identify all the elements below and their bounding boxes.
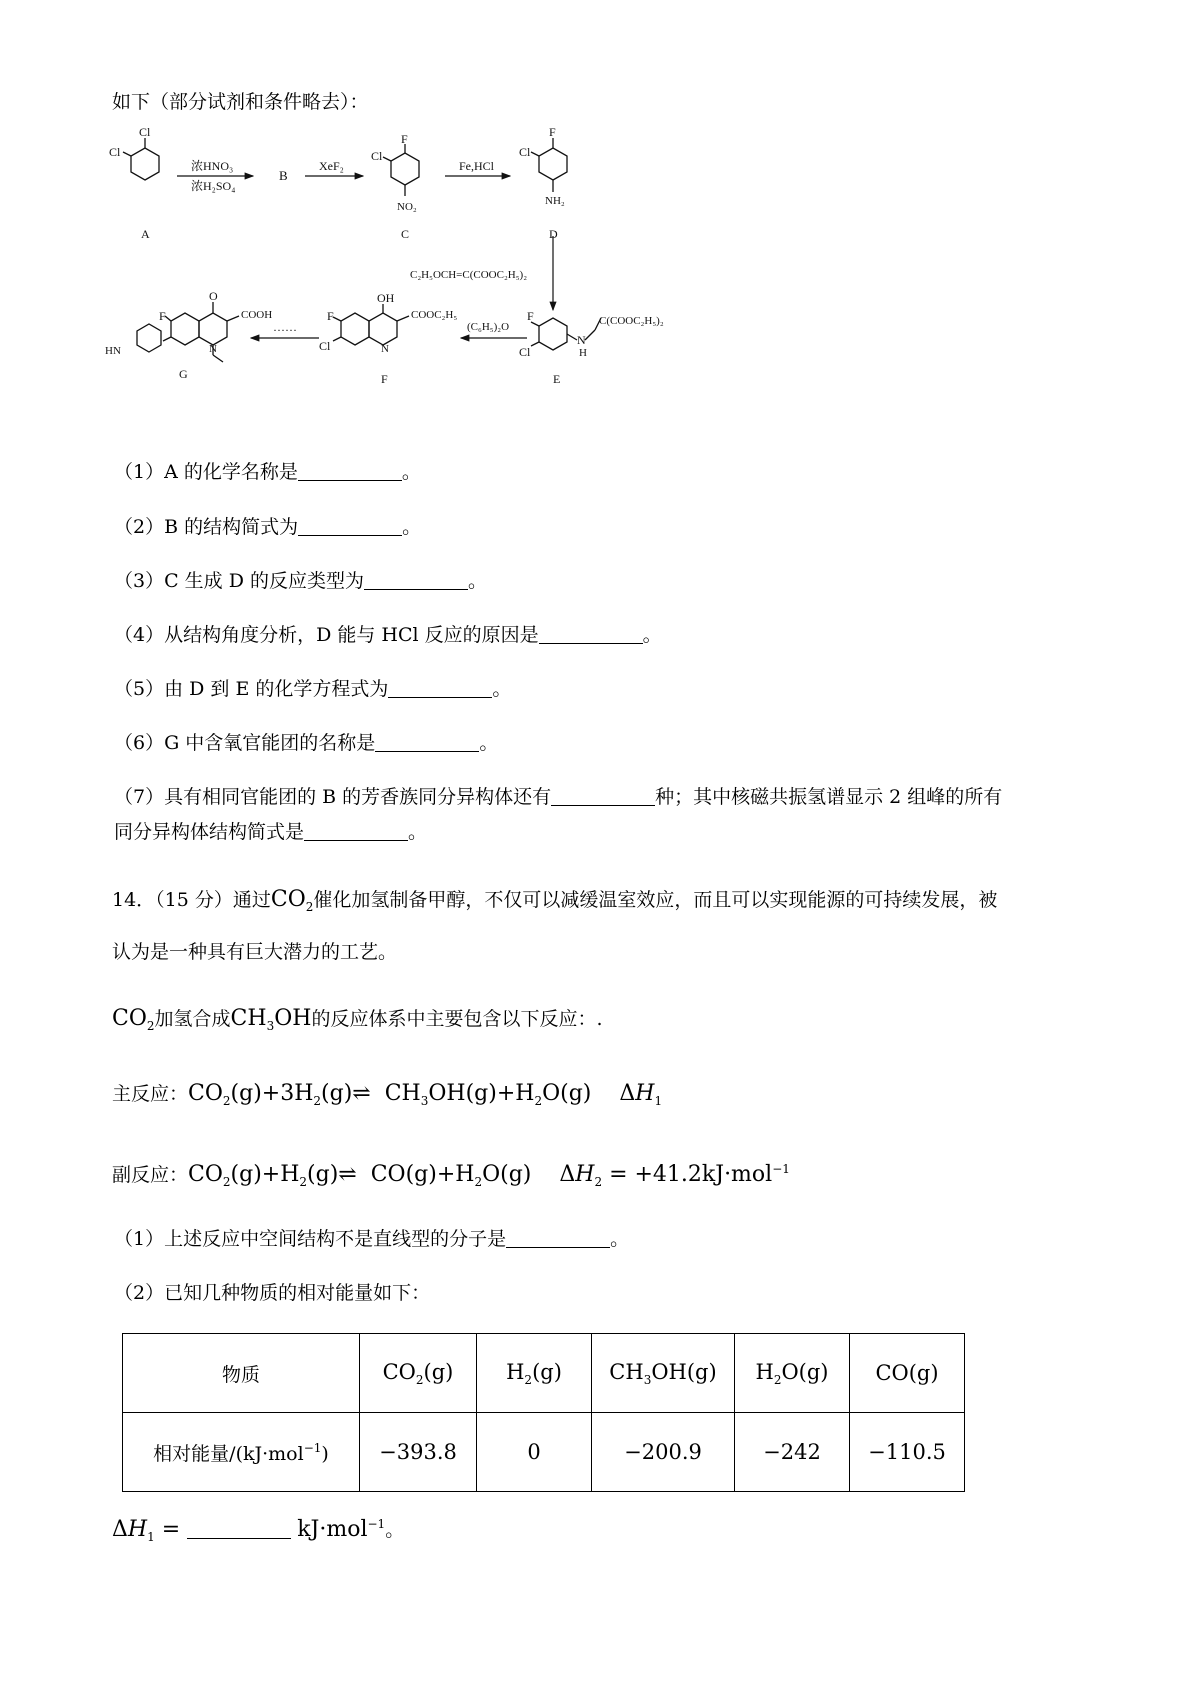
atom-label: Cl — [519, 345, 531, 359]
reagent-3: Fe,HCl — [459, 159, 495, 173]
piperazine-ring — [137, 324, 161, 352]
atom-label: F — [159, 309, 166, 323]
table-cell-ch3oh: −200.9 — [592, 1413, 735, 1492]
q13-item-7 — [114, 783, 1002, 811]
q13-7b-end: 。 — [408, 821, 428, 843]
answer-blank[interactable] — [539, 623, 643, 644]
ring-F-pyridine — [369, 313, 397, 345]
dh1-symbol: $\Delta H_1$ = — [112, 1517, 188, 1544]
atom-label: F — [327, 309, 334, 323]
group-label: C(COOC₂H₅)₂ — [599, 315, 664, 327]
table-row-label: 相对能量/(kJ·mol$^{-1}$) — [123, 1413, 360, 1492]
table-header-substance: 物质 — [123, 1334, 360, 1413]
answer-blank[interactable] — [388, 677, 492, 698]
reagent-1-top: 浓HNO₃ — [191, 159, 234, 173]
side-reaction-label: 副反应： — [112, 1164, 189, 1186]
q14-sub-2: （2）已知几种物质的相对能量如下： — [114, 1282, 431, 1304]
dh1-end: 。 — [385, 1519, 405, 1541]
q13-7-middle: 种；其中核磁共振氢谱显示 2 组峰的所有 — [655, 786, 1003, 808]
formula-co2: $CO_2$ — [270, 887, 314, 914]
formula-co2: $CO_2$ — [112, 1006, 155, 1033]
q13-3-end: 。 — [467, 570, 487, 592]
ring-E — [539, 318, 567, 350]
q13-item-7-cont — [114, 818, 427, 846]
q13-4-text: （4）从结构角度分析，D 能与 HCl 反应的原因是 — [114, 624, 539, 646]
dh2-value: +41.2kJ·mol — [634, 1162, 773, 1187]
ring-G-benzo — [171, 313, 199, 345]
q13-item-2 — [114, 513, 421, 541]
table-cell-co: −110.5 — [850, 1413, 965, 1492]
table-row — [123, 1334, 965, 1413]
ring-A — [131, 148, 159, 180]
answer-blank[interactable] — [187, 1518, 291, 1539]
atom-label: Cl — [109, 145, 121, 159]
atom-label: Cl — [319, 339, 331, 353]
relative-energy-table — [122, 1333, 965, 1492]
row-unit: kJ·mol — [243, 1442, 304, 1465]
q13-1-text: （1）A 的化学名称是 — [114, 461, 298, 483]
group-label: COOH — [241, 309, 273, 321]
q13-4-end: 。 — [642, 624, 662, 646]
ring-F-benzo — [341, 313, 369, 345]
label-C: C — [401, 227, 410, 241]
ring-G-pyridone — [199, 313, 227, 345]
atom-label: OH — [377, 291, 395, 305]
q14-number: 14．（15 分）通过 — [112, 889, 271, 911]
label-E: E — [553, 372, 561, 386]
table-cell-h2o: −242 — [735, 1413, 850, 1492]
scheme-intro: 如下（部分试剂和条件略去）： — [112, 91, 369, 113]
label-B: B — [279, 168, 288, 183]
side-reaction: 副反应：$CO_2(g)+H_2(g)\rightleftharpoons$ $CO(g)+H_2O(g)$ $\Delta H_2 = +41.2kJ\cdot mol^{-1}$ — [112, 1162, 790, 1189]
q13-5-end: 。 — [492, 678, 512, 700]
table-row — [123, 1413, 965, 1492]
q14-intro-text: 催化加氢制备甲醇，不仅可以减缓温室效应，而且可以实现能源的可持续发展，被 — [313, 889, 998, 911]
q13-6-end: 。 — [479, 732, 499, 754]
dh1-unit: kJ·mol — [297, 1517, 368, 1542]
answer-blank[interactable] — [506, 1227, 610, 1248]
q14-sub-1 — [114, 1225, 629, 1253]
dh1-answer-line: $\Delta H_1 = kJ\cdot mol^{-1}$。 — [112, 1517, 405, 1544]
main-reaction-equation: $CO_2(g)+3H_2(g)\rightleftharpoons$ $CH_3OH(g)+H_2O(g)$ $\Delta H_1$ — [188, 1081, 663, 1108]
atom-label: N — [577, 333, 586, 347]
q13-7b-text: 同分异构体结构简式是 — [114, 821, 305, 843]
q13-2-text: （2）B 的结构简式为 — [114, 516, 299, 538]
reagent-1-bottom: 浓H₂SO₄ — [191, 179, 236, 193]
q13-7-text: （7）具有相同官能团的 B 的芳香族同分异构体还有 — [114, 786, 552, 808]
answer-blank[interactable] — [304, 820, 408, 841]
atom-label: N — [209, 343, 217, 355]
q13-3-text: （3）C 生成 D 的反应类型为 — [114, 570, 364, 592]
table-header-co2: $CO_2(g)$ — [360, 1334, 477, 1413]
main-reaction — [112, 1080, 662, 1115]
table-header-h2: $H_2(g)$ — [477, 1334, 592, 1413]
atom-label: O — [209, 289, 218, 303]
ring-C — [391, 153, 419, 185]
q13-item-4 — [114, 621, 662, 649]
main-reaction-label: 主反应： — [112, 1083, 189, 1105]
group-label: COOC₂H₅ — [411, 309, 458, 321]
table-cell-co2: −393.8 — [360, 1413, 477, 1492]
q13-item-6 — [114, 729, 498, 757]
answer-blank[interactable] — [298, 460, 402, 481]
q14-system-mid: 加氢合成 — [154, 1008, 231, 1030]
reagent-4: C₂H₅OCH=C(COOC₂H₅)₂ — [410, 269, 528, 281]
q14-1-end: 。 — [610, 1228, 630, 1250]
side-reaction-equation: $CO_2(g)+H_2(g)\rightleftharpoons$ $CO(g)+H_2O(g)$ $\Delta H_2$ = — [188, 1162, 635, 1189]
q13-item-5 — [114, 675, 511, 703]
q13-1-end: 。 — [401, 461, 421, 483]
q14-1-text: （1）上述反应中空间结构不是直线型的分子是 — [114, 1228, 507, 1250]
q13-6-text: （6）G 中含氧官能团的名称是 — [114, 732, 376, 754]
q13-5-text: （5）由 D 到 E 的化学方程式为 — [114, 678, 389, 700]
atom-label: F — [549, 125, 556, 139]
q13-item-3 — [114, 567, 487, 595]
atom-label: Cl — [371, 149, 383, 163]
atom-label: HN — [105, 345, 121, 357]
table-header-co: CO(g) — [850, 1334, 965, 1413]
table-header-ch3oh: $CH_3OH(g)$ — [592, 1334, 735, 1413]
label-D: D — [549, 227, 558, 241]
answer-blank[interactable] — [551, 785, 655, 806]
reagent-5: (C₆H₅)₂O — [467, 321, 510, 333]
answer-blank[interactable] — [298, 515, 402, 536]
label-A: A — [141, 227, 150, 241]
ring-D — [539, 148, 567, 180]
atom-label: F — [527, 309, 534, 323]
atom-label: N — [381, 343, 389, 355]
table-cell-h2: 0 — [477, 1413, 592, 1492]
atom-label: H — [579, 347, 587, 359]
label-F: F — [381, 372, 388, 386]
atom-label: F — [401, 132, 408, 146]
reagent-6: ······ — [273, 323, 297, 337]
q14-intro — [112, 886, 997, 921]
table-header-h2o: $H_2O(g)$ — [735, 1334, 850, 1413]
answer-blank[interactable] — [375, 731, 479, 752]
q13-2-end: 。 — [402, 516, 422, 538]
answer-blank[interactable] — [364, 569, 468, 590]
atom-label: NO₂ — [397, 201, 417, 213]
q14-system — [112, 1005, 602, 1040]
atom-label: NH₂ — [545, 195, 565, 207]
q14-system-end: 的反应体系中主要包含以下反应：. — [311, 1008, 603, 1030]
q13-item-1 — [114, 458, 421, 486]
formula-ch3oh: $CH_3OH$ — [230, 1006, 312, 1033]
atom-label: Cl — [519, 145, 531, 159]
label-G: G — [179, 367, 188, 381]
row-label-text: 相对能量 — [153, 1442, 230, 1465]
q14-intro-line2: 认为是一种具有巨大潜力的工艺。 — [112, 941, 398, 963]
atom-label: Cl — [139, 125, 151, 139]
reagent-2: XeF₂ — [319, 159, 344, 173]
synthesis-scheme — [105, 125, 785, 430]
